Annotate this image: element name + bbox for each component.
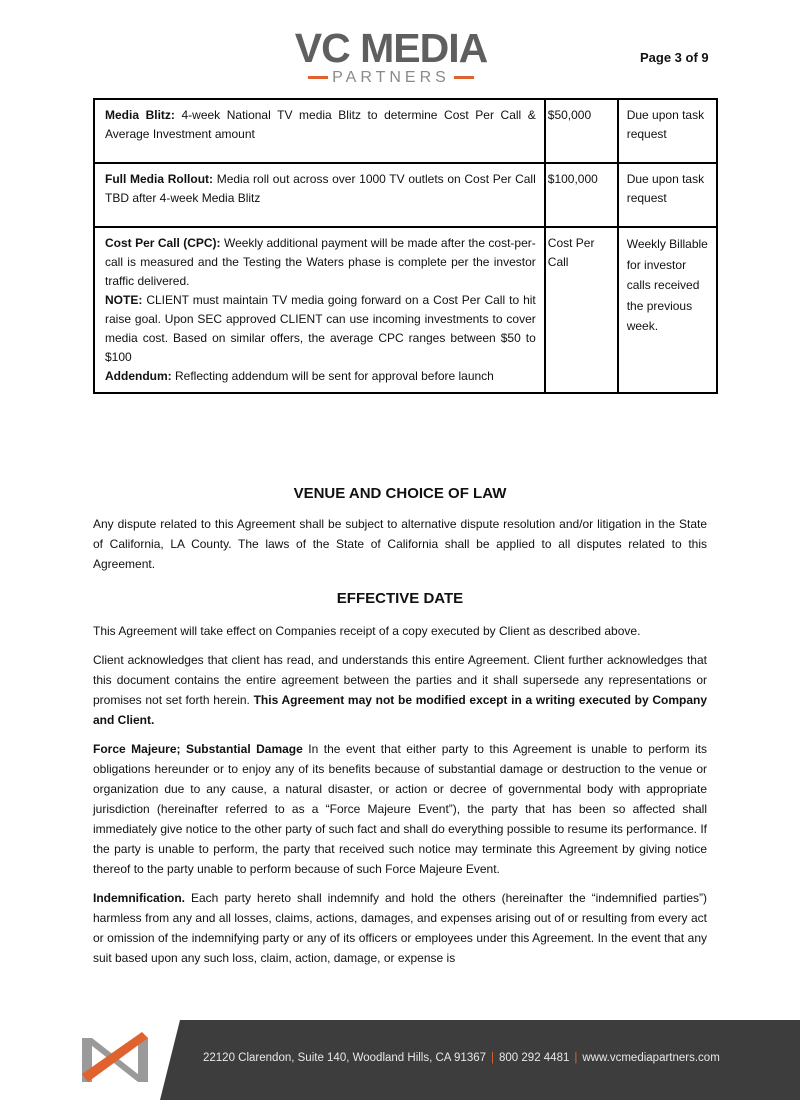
paragraph-title: Force Majeure; Substantial Damage	[93, 742, 303, 756]
page-number: Page 3 of 9	[640, 50, 709, 65]
logo-dash	[454, 76, 474, 79]
divider: |	[491, 1052, 495, 1064]
row-title: Media Blitz:	[105, 108, 175, 122]
paragraph	[93, 739, 707, 879]
footer-phone: 800 292 4481	[499, 1052, 570, 1064]
row-price: Cost Per Call	[545, 227, 618, 393]
paragraph-text: In the event that either party to this Agreement is unable to perform its obligations hereunder or to enjoy any of its benefits because of substantial damage or destruction to the venue or organization due to any cause, a natural disaster, or action or decree of governmental body with appropriate jurisdiction (hereinafter referred to as a “Force Majeure Event”), the party that has been so affected shall immediately give notice to the other party of such fact and shall do everything possible to resume its performance. If the party is unable to perform, the party that received such notice may terminate this Agreement by giving notice thereof to the party unable to perform because of such Force Majeure Event.	[93, 742, 708, 876]
footer-address: 22120 Clarendon, Suite 140, Woodland Hills, CA 91367	[203, 1052, 487, 1064]
logo-dash	[308, 76, 328, 79]
row-title: Cost Per Call (CPC):	[105, 236, 221, 250]
row-terms: Due upon task request	[618, 163, 717, 227]
row-desc: 4-week National TV media Blitz to determine Cost Per Call & Average Investment amount	[105, 108, 536, 141]
divider: |	[574, 1052, 578, 1064]
logo-mark-icon	[80, 1030, 150, 1090]
table-row	[94, 227, 717, 393]
section-heading: EFFECTIVE DATE	[336, 590, 464, 607]
addendum-text: Reflecting addendum will be sent for approval before launch	[171, 369, 494, 383]
row-price: $100,000	[545, 163, 618, 227]
row-desc: Media roll out across over 1000 TV outlets on Cost Per Call TBD after 4-week Media Blitz	[105, 172, 536, 205]
section-heading: VENUE AND CHOICE OF LAW	[293, 485, 507, 502]
note-title: NOTE:	[105, 293, 143, 307]
addendum-title: Addendum:	[105, 369, 172, 383]
effective-date-section	[93, 589, 707, 977]
footer-website[interactable]: www.vcmediapartners.com	[582, 1052, 720, 1064]
paragraph: This Agreement will take effect on Companies receipt of a copy executed by Client as described above.	[93, 624, 641, 638]
row-desc: Weekly additional payment will be made after the cost-per-call is measured and the Testing the Waters phase is complete per the investor traffic delivered.	[105, 236, 536, 288]
logo-main-text: VC MEDIA	[294, 25, 488, 71]
table-row	[94, 99, 717, 163]
venue-section	[93, 484, 707, 583]
row-terms: Due upon task request	[618, 99, 717, 163]
services-table	[93, 98, 718, 394]
page-footer	[0, 1020, 800, 1100]
table-row	[94, 163, 717, 227]
row-title: Full Media Rollout:	[105, 172, 214, 186]
paragraph	[93, 888, 707, 968]
row-price: $50,000	[545, 99, 618, 163]
paragraph-text: Client acknowledges that client has read, and understands this entire Agreement. Client further acknowledges that this document contains the entire agreement between the parties and it shall supersede any representations or promises not set forth herein.	[93, 653, 707, 707]
logo-sub-text: PARTNERS	[332, 69, 450, 86]
note-text: CLIENT must maintain TV media going forward on a Cost Per Call to hit raise goal. Upon SEC approved CLIENT can use incoming investments to cover media cost. Based on similar offers, the average CPC ranges between $50 to $100	[105, 293, 536, 364]
paragraph-bold: This Agreement may not be modified except in a writing executed by Company and Client.	[93, 693, 707, 727]
company-logo	[286, 25, 496, 88]
paragraph-text: Each party hereto shall indemnify and hold the others (hereinafter the “indemnified parties”) harmless from any and all losses, claims, actions, damages, and expenses arising out of or resulting from every act or omission of the indemnifying party or any of its officers or employees under this Agreement. In the event that any suit based upon any such loss, claim, action, damage, or expense is	[93, 891, 707, 965]
paragraph-title: Indemnification.	[93, 891, 186, 905]
row-terms: Weekly Billable for investor calls received the previous week.	[618, 227, 717, 393]
paragraph	[93, 650, 707, 730]
paragraph: Any dispute related to this Agreement shall be subject to alternative dispute resolution and/or litigation in the State of California, LA County. The laws of the State of California shall be applied to all disputes related to this Agreement.	[93, 517, 707, 571]
